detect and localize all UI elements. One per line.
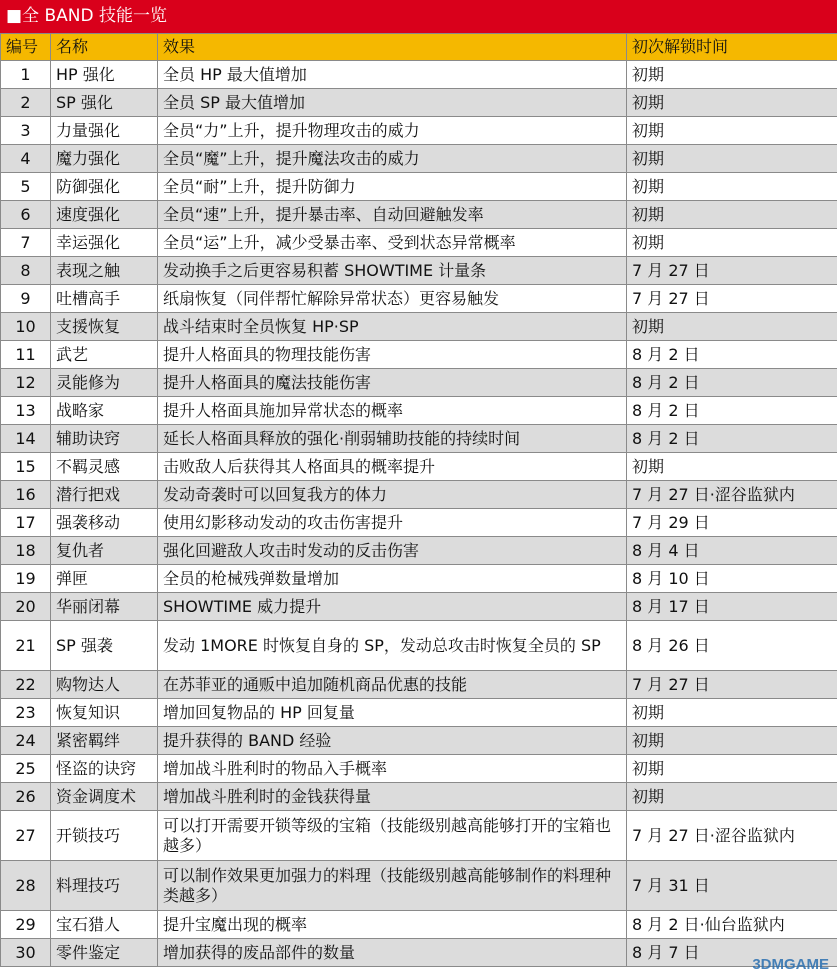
cell-unlock-time: 8 月 26 日 <box>627 621 837 671</box>
cell-effect: 提升人格面具的物理技能伤害 <box>158 341 627 369</box>
cell-number: 16 <box>1 481 51 509</box>
cell-name: 幸运强化 <box>51 229 158 257</box>
cell-unlock-time: 8 月 10 日 <box>627 565 837 593</box>
cell-unlock-time: 8 月 2 日 <box>627 341 837 369</box>
cell-name: 吐槽高手 <box>51 285 158 313</box>
cell-effect: 发动 1MORE 时恢复自身的 SP，发动总攻击时恢复全员的 SP <box>158 621 627 671</box>
cell-effect: 战斗结束时全员恢复 HP·SP <box>158 313 627 341</box>
cell-number: 29 <box>1 911 51 939</box>
cell-name: 紧密羁绊 <box>51 727 158 755</box>
cell-effect: 全员 SP 最大值增加 <box>158 89 627 117</box>
cell-name: 力量强化 <box>51 117 158 145</box>
cell-number: 26 <box>1 783 51 811</box>
cell-effect: 全员的枪械残弹数量增加 <box>158 565 627 593</box>
cell-number: 21 <box>1 621 51 671</box>
cell-effect: 可以打开需要开锁等级的宝箱（技能级别越高能够打开的宝箱也越多） <box>158 811 627 861</box>
cell-number: 7 <box>1 229 51 257</box>
band-skills-table <box>0 33 837 967</box>
cell-unlock-time: 7 月 27 日 <box>627 257 837 285</box>
cell-name: 开锁技巧 <box>51 811 158 861</box>
cell-unlock-time: 7 月 31 日 <box>627 861 837 911</box>
table-row <box>1 621 837 671</box>
cell-unlock-time: 8 月 7 日 <box>627 939 837 967</box>
cell-unlock-time: 8 月 17 日 <box>627 593 837 621</box>
cell-effect: 全员“速”上升，提升暴击率、自动回避触发率 <box>158 201 627 229</box>
cell-number: 9 <box>1 285 51 313</box>
cell-name: HP 强化 <box>51 61 158 89</box>
cell-effect: 提升宝魔出现的概率 <box>158 911 627 939</box>
cell-unlock-time: 初期 <box>627 229 837 257</box>
cell-number: 12 <box>1 369 51 397</box>
cell-unlock-time: 初期 <box>627 89 837 117</box>
cell-name: 支援恢复 <box>51 313 158 341</box>
table-title: ■全 BAND 技能一览 <box>0 0 837 33</box>
table-row <box>1 939 837 967</box>
cell-unlock-time: 初期 <box>627 145 837 173</box>
cell-effect: SHOWTIME 威力提升 <box>158 593 627 621</box>
cell-unlock-time: 8 月 2 日 <box>627 397 837 425</box>
table-row <box>1 593 837 621</box>
cell-name: 零件鉴定 <box>51 939 158 967</box>
table-row <box>1 671 837 699</box>
cell-name: 资金调度术 <box>51 783 158 811</box>
header-row <box>1 34 837 61</box>
cell-unlock-time: 7 月 27 日 <box>627 671 837 699</box>
cell-effect: 增加战斗胜利时的金钱获得量 <box>158 783 627 811</box>
cell-unlock-time: 初期 <box>627 173 837 201</box>
table-row <box>1 755 837 783</box>
cell-unlock-time: 8 月 2 日 <box>627 369 837 397</box>
table-row <box>1 173 837 201</box>
cell-name: 灵能修为 <box>51 369 158 397</box>
cell-effect: 提升获得的 BAND 经验 <box>158 727 627 755</box>
table-row <box>1 89 837 117</box>
cell-number: 17 <box>1 509 51 537</box>
cell-unlock-time: 7 月 27 日·涩谷监狱内 <box>627 481 837 509</box>
cell-effect: 全员“耐”上升，提升防御力 <box>158 173 627 201</box>
table-row <box>1 911 837 939</box>
cell-name: 弹匣 <box>51 565 158 593</box>
table-row <box>1 369 837 397</box>
cell-unlock-time: 初期 <box>627 699 837 727</box>
table-row <box>1 117 837 145</box>
watermark-logo: 3DMGAME <box>752 956 829 973</box>
cell-effect: 增加回复物品的 HP 回复量 <box>158 699 627 727</box>
cell-unlock-time: 8 月 2 日·仙台监狱内 <box>627 911 837 939</box>
cell-number: 3 <box>1 117 51 145</box>
cell-number: 22 <box>1 671 51 699</box>
table-row <box>1 425 837 453</box>
table-body <box>1 61 837 967</box>
cell-unlock-time: 初期 <box>627 783 837 811</box>
cell-number: 30 <box>1 939 51 967</box>
header-number: 编号 <box>1 34 51 61</box>
cell-effect: 全员“魔”上升，提升魔法攻击的威力 <box>158 145 627 173</box>
cell-unlock-time: 初期 <box>627 313 837 341</box>
cell-effect: 增加战斗胜利时的物品入手概率 <box>158 755 627 783</box>
cell-effect: 提升人格面具施加异常状态的概率 <box>158 397 627 425</box>
table-row <box>1 481 837 509</box>
cell-unlock-time: 8 月 4 日 <box>627 537 837 565</box>
cell-name: 宝石猎人 <box>51 911 158 939</box>
cell-unlock-time: 初期 <box>627 61 837 89</box>
cell-name: 速度强化 <box>51 201 158 229</box>
header-name: 名称 <box>51 34 158 61</box>
cell-number: 8 <box>1 257 51 285</box>
cell-unlock-time: 7 月 29 日 <box>627 509 837 537</box>
cell-number: 25 <box>1 755 51 783</box>
cell-unlock-time: 初期 <box>627 755 837 783</box>
cell-number: 6 <box>1 201 51 229</box>
cell-name: 表现之触 <box>51 257 158 285</box>
cell-unlock-time: 初期 <box>627 727 837 755</box>
cell-name: 武艺 <box>51 341 158 369</box>
cell-number: 13 <box>1 397 51 425</box>
table-row <box>1 61 837 89</box>
cell-name: 华丽闭幕 <box>51 593 158 621</box>
cell-number: 1 <box>1 61 51 89</box>
cell-name: 潜行把戏 <box>51 481 158 509</box>
cell-name: 购物达人 <box>51 671 158 699</box>
cell-unlock-time: 初期 <box>627 201 837 229</box>
cell-number: 2 <box>1 89 51 117</box>
cell-effect: 全员 HP 最大值增加 <box>158 61 627 89</box>
cell-effect: 使用幻影移动发动的攻击伤害提升 <box>158 509 627 537</box>
cell-name: 防御强化 <box>51 173 158 201</box>
cell-effect: 纸扇恢复（同伴帮忙解除异常状态）更容易触发 <box>158 285 627 313</box>
cell-number: 10 <box>1 313 51 341</box>
cell-number: 27 <box>1 811 51 861</box>
cell-unlock-time: 7 月 27 日·涩谷监狱内 <box>627 811 837 861</box>
table-row <box>1 341 837 369</box>
cell-effect: 全员“运”上升，减少受暴击率、受到状态异常概率 <box>158 229 627 257</box>
table-row <box>1 257 837 285</box>
table-row <box>1 145 837 173</box>
header-unlock-time: 初次解锁时间 <box>627 34 837 61</box>
cell-number: 23 <box>1 699 51 727</box>
cell-name: 不羁灵感 <box>51 453 158 481</box>
table-row <box>1 397 837 425</box>
cell-effect: 增加获得的废品部件的数量 <box>158 939 627 967</box>
table-row <box>1 783 837 811</box>
cell-effect: 全员“力”上升，提升物理攻击的威力 <box>158 117 627 145</box>
table-row <box>1 861 837 911</box>
table-row <box>1 811 837 861</box>
cell-name: 恢复知识 <box>51 699 158 727</box>
cell-number: 19 <box>1 565 51 593</box>
cell-number: 28 <box>1 861 51 911</box>
cell-effect: 提升人格面具的魔法技能伤害 <box>158 369 627 397</box>
cell-name: 怪盗的诀窍 <box>51 755 158 783</box>
table-row <box>1 313 837 341</box>
header-effect: 效果 <box>158 34 627 61</box>
cell-name: SP 强袭 <box>51 621 158 671</box>
table-row <box>1 565 837 593</box>
cell-number: 14 <box>1 425 51 453</box>
table-row <box>1 453 837 481</box>
cell-number: 20 <box>1 593 51 621</box>
cell-unlock-time: 初期 <box>627 117 837 145</box>
cell-number: 5 <box>1 173 51 201</box>
cell-name: 料理技巧 <box>51 861 158 911</box>
cell-name: 复仇者 <box>51 537 158 565</box>
cell-effect: 发动换手之后更容易积蓄 SHOWTIME 计量条 <box>158 257 627 285</box>
cell-name: SP 强化 <box>51 89 158 117</box>
table-row <box>1 229 837 257</box>
cell-unlock-time: 8 月 2 日 <box>627 425 837 453</box>
cell-name: 战略家 <box>51 397 158 425</box>
cell-effect: 强化回避敌人攻击时发动的反击伤害 <box>158 537 627 565</box>
cell-number: 11 <box>1 341 51 369</box>
cell-name: 强袭移动 <box>51 509 158 537</box>
cell-number: 15 <box>1 453 51 481</box>
table-row <box>1 285 837 313</box>
cell-effect: 在苏菲亚的通贩中追加随机商品优惠的技能 <box>158 671 627 699</box>
table-row <box>1 509 837 537</box>
cell-unlock-time: 初期 <box>627 453 837 481</box>
cell-effect: 延长人格面具释放的强化·削弱辅助技能的持续时间 <box>158 425 627 453</box>
cell-effect: 击败敌人后获得其人格面具的概率提升 <box>158 453 627 481</box>
table-row <box>1 201 837 229</box>
cell-number: 4 <box>1 145 51 173</box>
cell-effect: 发动奇袭时可以回复我方的体力 <box>158 481 627 509</box>
table-row <box>1 537 837 565</box>
cell-number: 24 <box>1 727 51 755</box>
cell-effect: 可以制作效果更加强力的料理（技能级别越高能够制作的料理种类越多） <box>158 861 627 911</box>
cell-name: 魔力强化 <box>51 145 158 173</box>
cell-unlock-time: 7 月 27 日 <box>627 285 837 313</box>
cell-number: 18 <box>1 537 51 565</box>
table-row <box>1 699 837 727</box>
cell-name: 辅助诀窍 <box>51 425 158 453</box>
table-row <box>1 727 837 755</box>
